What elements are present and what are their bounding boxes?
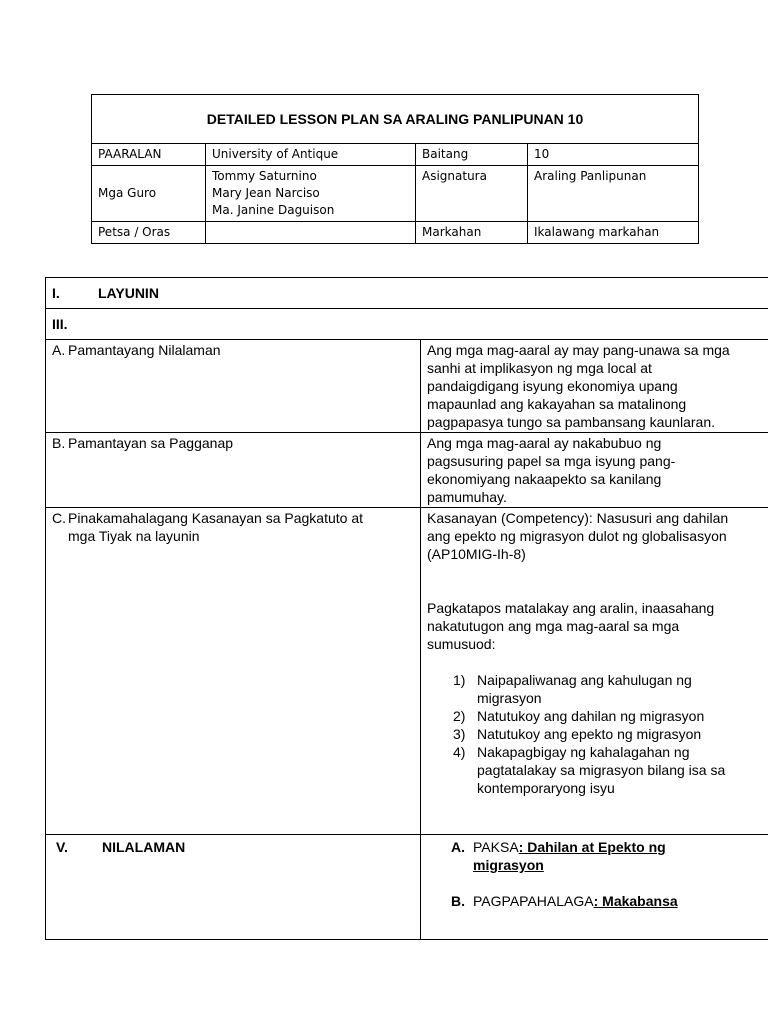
guro-name: Mary Jean Narciso	[212, 186, 320, 200]
lesson-plan-title: DETAILED LESSON PLAN SA ARALING PANLIPUNAN 10	[92, 95, 699, 144]
pagpapahalaga-item: B. PAGPAPAHALAGA: Makabansa	[451, 893, 678, 909]
section-iii	[46, 309, 768, 340]
section-title: NILALAMAN	[102, 839, 186, 855]
asignatura-value: Araling Panlipunan	[528, 166, 699, 222]
section-number: V.	[56, 839, 68, 855]
section-layunin	[46, 278, 768, 309]
pamantayan-pagganap-label: B. Pamantayan sa Pagganap	[46, 433, 421, 508]
guro-values	[206, 166, 416, 222]
baitang-label: Baitang	[416, 144, 528, 166]
pamantayang-nilalaman-label: A. Pamantayang Nilalaman	[46, 340, 421, 433]
list-item: 1) Naipapaliwanag ang kahulugan ng migrasyon	[453, 672, 692, 706]
guro-label: Mga Guro	[92, 166, 206, 222]
paaralan-label: PAARALAN	[92, 144, 206, 166]
paaralan-value: University of Antique	[206, 144, 416, 166]
petsa-label: Petsa / Oras	[92, 222, 206, 244]
kasanayan-label: C. Pinakamahalagang Kasanayan sa Pagkatuto at mga Tiyak na layunin	[46, 508, 421, 835]
markahan-label: Markahan	[416, 222, 528, 244]
baitang-value: 10	[528, 144, 699, 166]
lesson-header-table	[91, 94, 699, 244]
kasanayan-content: Kasanayan (Competency): Nasusuri ang dahilan ang epekto ng migrasyon dulot ng globalisasyon (AP10MIG-Ih-8) Pagkatapos matalakay ang aralin, inaasahang nakatutugon ang mga mag-aaral sa mga sumusuod: 1) Naipapaliwanag ang kahulugan ng migrasyon 2) Natutukoy ang dahilan ng migrasyon 3) Natutukoy ang epekto ng migrasyon 4) Nakapagbigay ng kahalagahan ng pagtatalakay sa migrasyon bilang isa sa kontemporaryong isyu	[421, 508, 768, 835]
paksa-item: A. PAKSA: Dahilan at Epekto ng migrasyon	[451, 839, 666, 873]
list-item: 3) Natutukoy ang epekto ng migrasyon	[453, 726, 702, 742]
section-title: LAYUNIN	[98, 285, 159, 301]
asignatura-label: Asignatura	[416, 166, 528, 222]
petsa-value	[206, 222, 416, 244]
section-nilalaman	[46, 835, 421, 940]
section-number: I.	[52, 285, 60, 301]
pamantayang-nilalaman-content: Ang mga mag-aaral ay may pang-unawa sa mga sanhi at implikasyon ng mga local at pandaigdigang isyung ekonomiya upang mapaunlad ang kakayahan sa matalinong pagpapasya tungo sa pambansang kaunlaran.	[421, 340, 768, 433]
list-item: 4) Nakapagbigay ng kahalagahan ng pagtatalakay sa migrasyon bilang isa sa kontemporaryong isyu	[453, 744, 726, 796]
guro-name: Tommy Saturnino	[212, 169, 317, 183]
section-number: III.	[52, 316, 68, 332]
guro-name: Ma. Janine Daguison	[212, 203, 335, 217]
nilalaman-content	[421, 835, 768, 940]
markahan-value: Ikalawang markahan	[528, 222, 699, 244]
objectives-list	[427, 671, 768, 797]
pamantayan-pagganap-content: Ang mga mag-aaral ay nakabubuo ng pagsusuring papel sa mga isyung pang- ekonomiyang nakaapekto sa kanilang pamumuhay.	[421, 433, 768, 508]
lesson-plan-table	[45, 277, 768, 940]
list-item: 2) Natutukoy ang dahilan ng migrasyon	[453, 708, 705, 724]
